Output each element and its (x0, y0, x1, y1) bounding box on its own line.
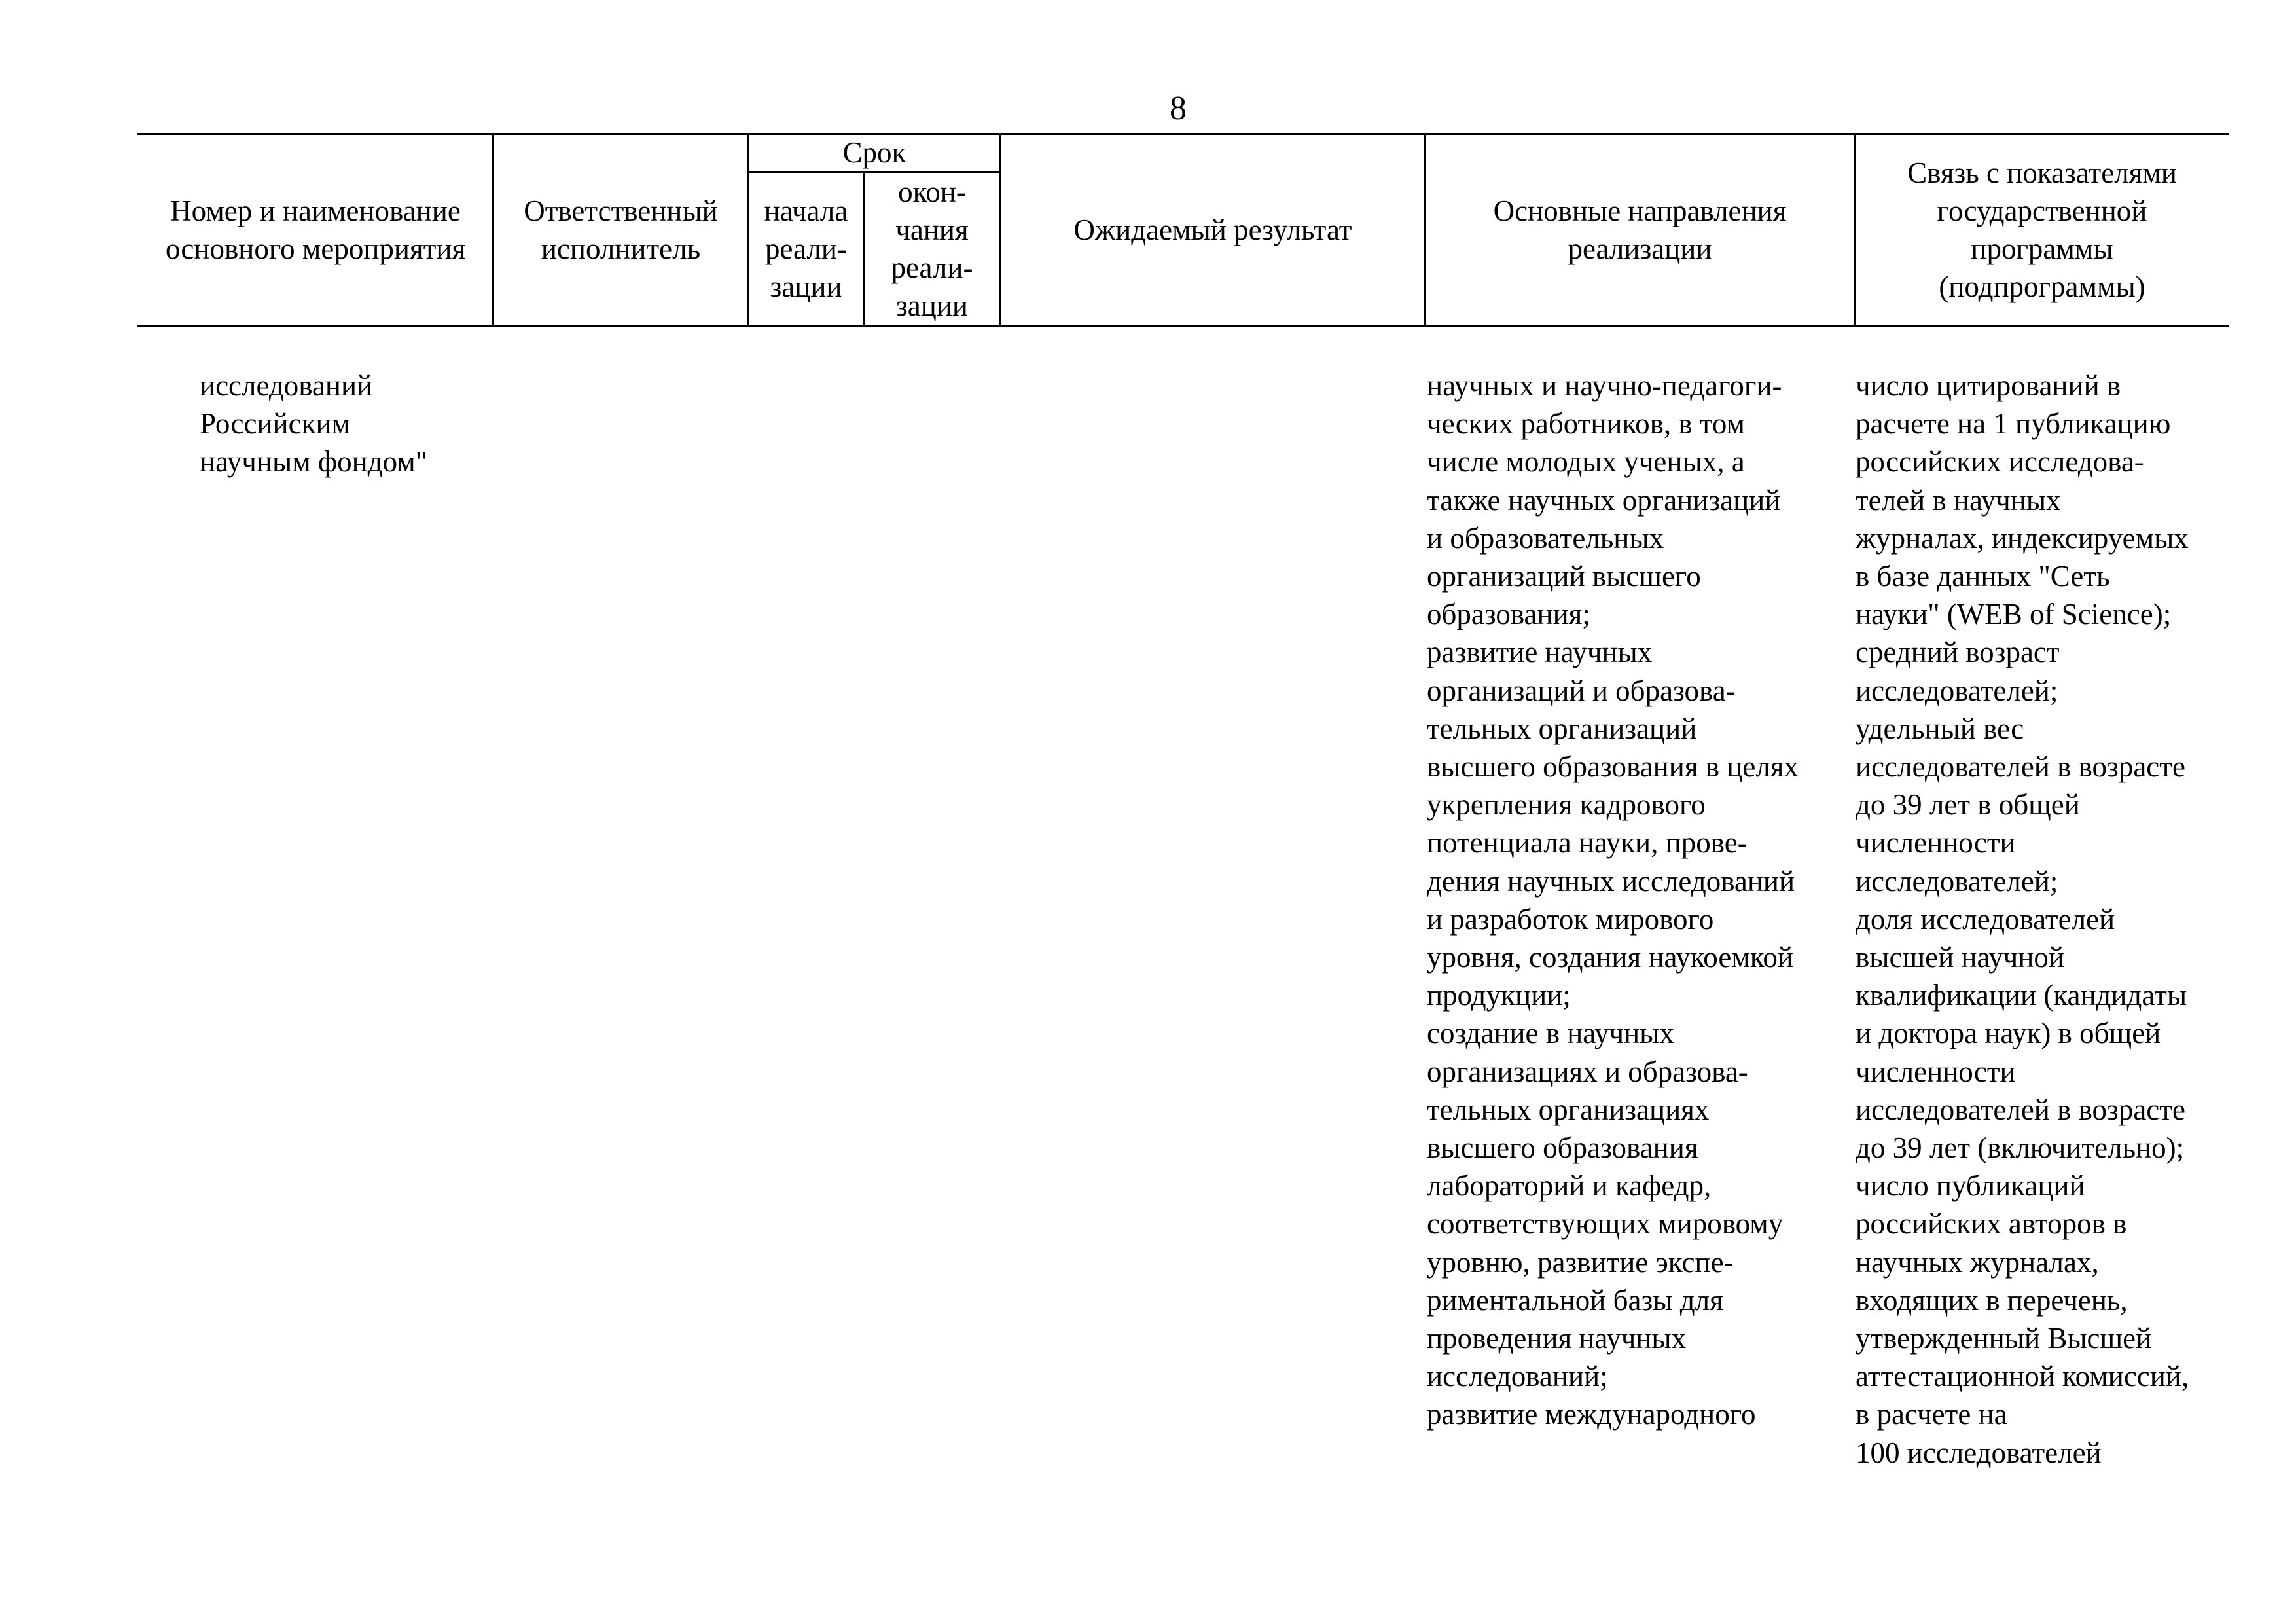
text-line: и образовательных (1427, 521, 1664, 555)
header-indicators-line2: государственной (1937, 194, 2147, 227)
text-line: создание в научных (1427, 1017, 1674, 1050)
text-line: исследователей в возрасте (1856, 750, 2185, 784)
text-line: развитие научных (1427, 636, 1653, 669)
text-line: входящих в перечень, (1856, 1283, 2128, 1317)
text-line: до 39 лет (включительно); (1856, 1131, 2185, 1165)
text-line: уровню, развитие экспе- (1427, 1245, 1734, 1279)
header-start-line2: реали- (765, 232, 847, 265)
header-end (865, 173, 999, 325)
text-line: исследований (200, 369, 373, 402)
text-line: доля исследователей (1856, 902, 2115, 936)
text-line: риментальной базы для (1427, 1283, 1723, 1317)
text-line: численности (1856, 826, 2016, 860)
header-srok (749, 134, 999, 172)
text-line: укрепления кадрового (1427, 788, 1706, 822)
header-expected-result (1001, 135, 1424, 325)
text-line: в расчете на (1856, 1398, 2007, 1431)
text-line: аттестационной комиссий, (1856, 1360, 2189, 1393)
text-line: науки" (WEB of Science); (1856, 598, 2172, 631)
indicators-text (1856, 367, 2229, 1472)
text-line: в базе данных "Сеть (1856, 560, 2110, 593)
text-line: научных и научно-педагоги- (1427, 369, 1782, 402)
header-indicators-line4: (подпрограммы) (1939, 270, 2145, 303)
text-line: научных журналах, (1856, 1245, 2099, 1279)
text-line: российских авторов в (1856, 1207, 2127, 1241)
text-line: удельный вес (1856, 712, 2024, 745)
text-line: расчете на 1 публикацию (1856, 407, 2171, 441)
header-activity-name-line2: основного мероприятия (165, 232, 466, 265)
text-line: численности (1856, 1055, 2016, 1088)
header-end-line1: окон- (898, 175, 966, 208)
text-line: квалификации (кандидаты (1856, 979, 2187, 1012)
text-line: также научных организаций (1427, 483, 1781, 517)
text-line: организациях и образова- (1427, 1055, 1748, 1088)
header-indicators-line1: Связь с показателями (1907, 156, 2177, 189)
header-expected-result-label: Ожидаемый результат (1073, 213, 1352, 246)
header-indicators-line3: программы (1971, 232, 2113, 265)
text-line: число публикаций (1856, 1169, 2085, 1203)
text-line: исследователей; (1856, 674, 2058, 707)
text-line: организаций и образова- (1427, 674, 1736, 707)
text-line: средний возраст (1856, 636, 2060, 669)
text-line: образования; (1427, 598, 1590, 631)
text-line: тельных организаций (1427, 712, 1697, 745)
text-line: тельных организациях (1427, 1093, 1710, 1126)
text-line: лабораторий и кафедр, (1427, 1169, 1712, 1203)
header-responsible-line2: исполнитель (541, 232, 701, 265)
text-line: до 39 лет в общей (1856, 788, 2080, 822)
text-line: развитие международного (1427, 1398, 1756, 1431)
text-line: проведения научных (1427, 1322, 1687, 1355)
header-start (749, 173, 863, 325)
header-activity-name (139, 135, 492, 325)
header-start-line1: начала (764, 194, 848, 227)
text-line: исследований; (1427, 1360, 1608, 1393)
text-line: и разработок мирового (1427, 902, 1714, 936)
header-responsible-line1: Ответственный (524, 194, 718, 227)
text-line: потенциала науки, прове- (1427, 826, 1748, 860)
header-bottom-border (137, 325, 2229, 327)
page-number: 8 (1170, 90, 1187, 127)
text-line: соответствующих мировому (1427, 1207, 1784, 1241)
activity-name-continuation (200, 367, 488, 481)
text-line: организаций высшего (1427, 560, 1701, 593)
text-line: уровня, создания наукоемкой (1427, 941, 1793, 974)
header-directions-line1: Основные направления (1493, 194, 1787, 227)
text-line: высшей научной (1856, 941, 2064, 974)
text-line: продукции; (1427, 979, 1571, 1012)
text-line: телей в научных (1856, 483, 2061, 517)
header-directions (1426, 135, 1854, 325)
text-line: и доктора наук) в общей (1856, 1017, 2161, 1050)
text-line: утвержденный Высшей (1856, 1322, 2152, 1355)
text-line: журналах, индексируемых (1856, 521, 2189, 555)
text-line: высшего образования в целях (1427, 750, 1799, 784)
text-line: исследователей в возрасте (1856, 1093, 2185, 1126)
text-line: числе молодых ученых, а (1427, 445, 1745, 479)
header-responsible (494, 135, 747, 325)
text-line: дения научных исследований (1427, 864, 1795, 898)
text-line: научным фондом" (200, 445, 428, 479)
header-srok-label: Срок (842, 136, 906, 169)
text-line: Российским (200, 407, 351, 441)
text-line: исследователей; (1856, 864, 2058, 898)
header-end-line3: реали- (891, 251, 973, 284)
directions-text (1427, 367, 1852, 1434)
text-line: число цитирований в (1856, 369, 2121, 402)
header-start-line3: зации (770, 270, 842, 303)
header-indicators (1856, 135, 2229, 325)
header-end-line4: зации (895, 289, 968, 322)
header-directions-line2: реализации (1568, 232, 1712, 265)
header-activity-name-line1: Номер и наименование (170, 194, 461, 227)
text-line: российских исследова- (1856, 445, 2144, 479)
text-line: высшего образования (1427, 1131, 1698, 1165)
text-line: 100 исследователей (1856, 1436, 2102, 1469)
header-end-line2: чания (895, 213, 969, 246)
text-line: ческих работников, в том (1427, 407, 1746, 441)
